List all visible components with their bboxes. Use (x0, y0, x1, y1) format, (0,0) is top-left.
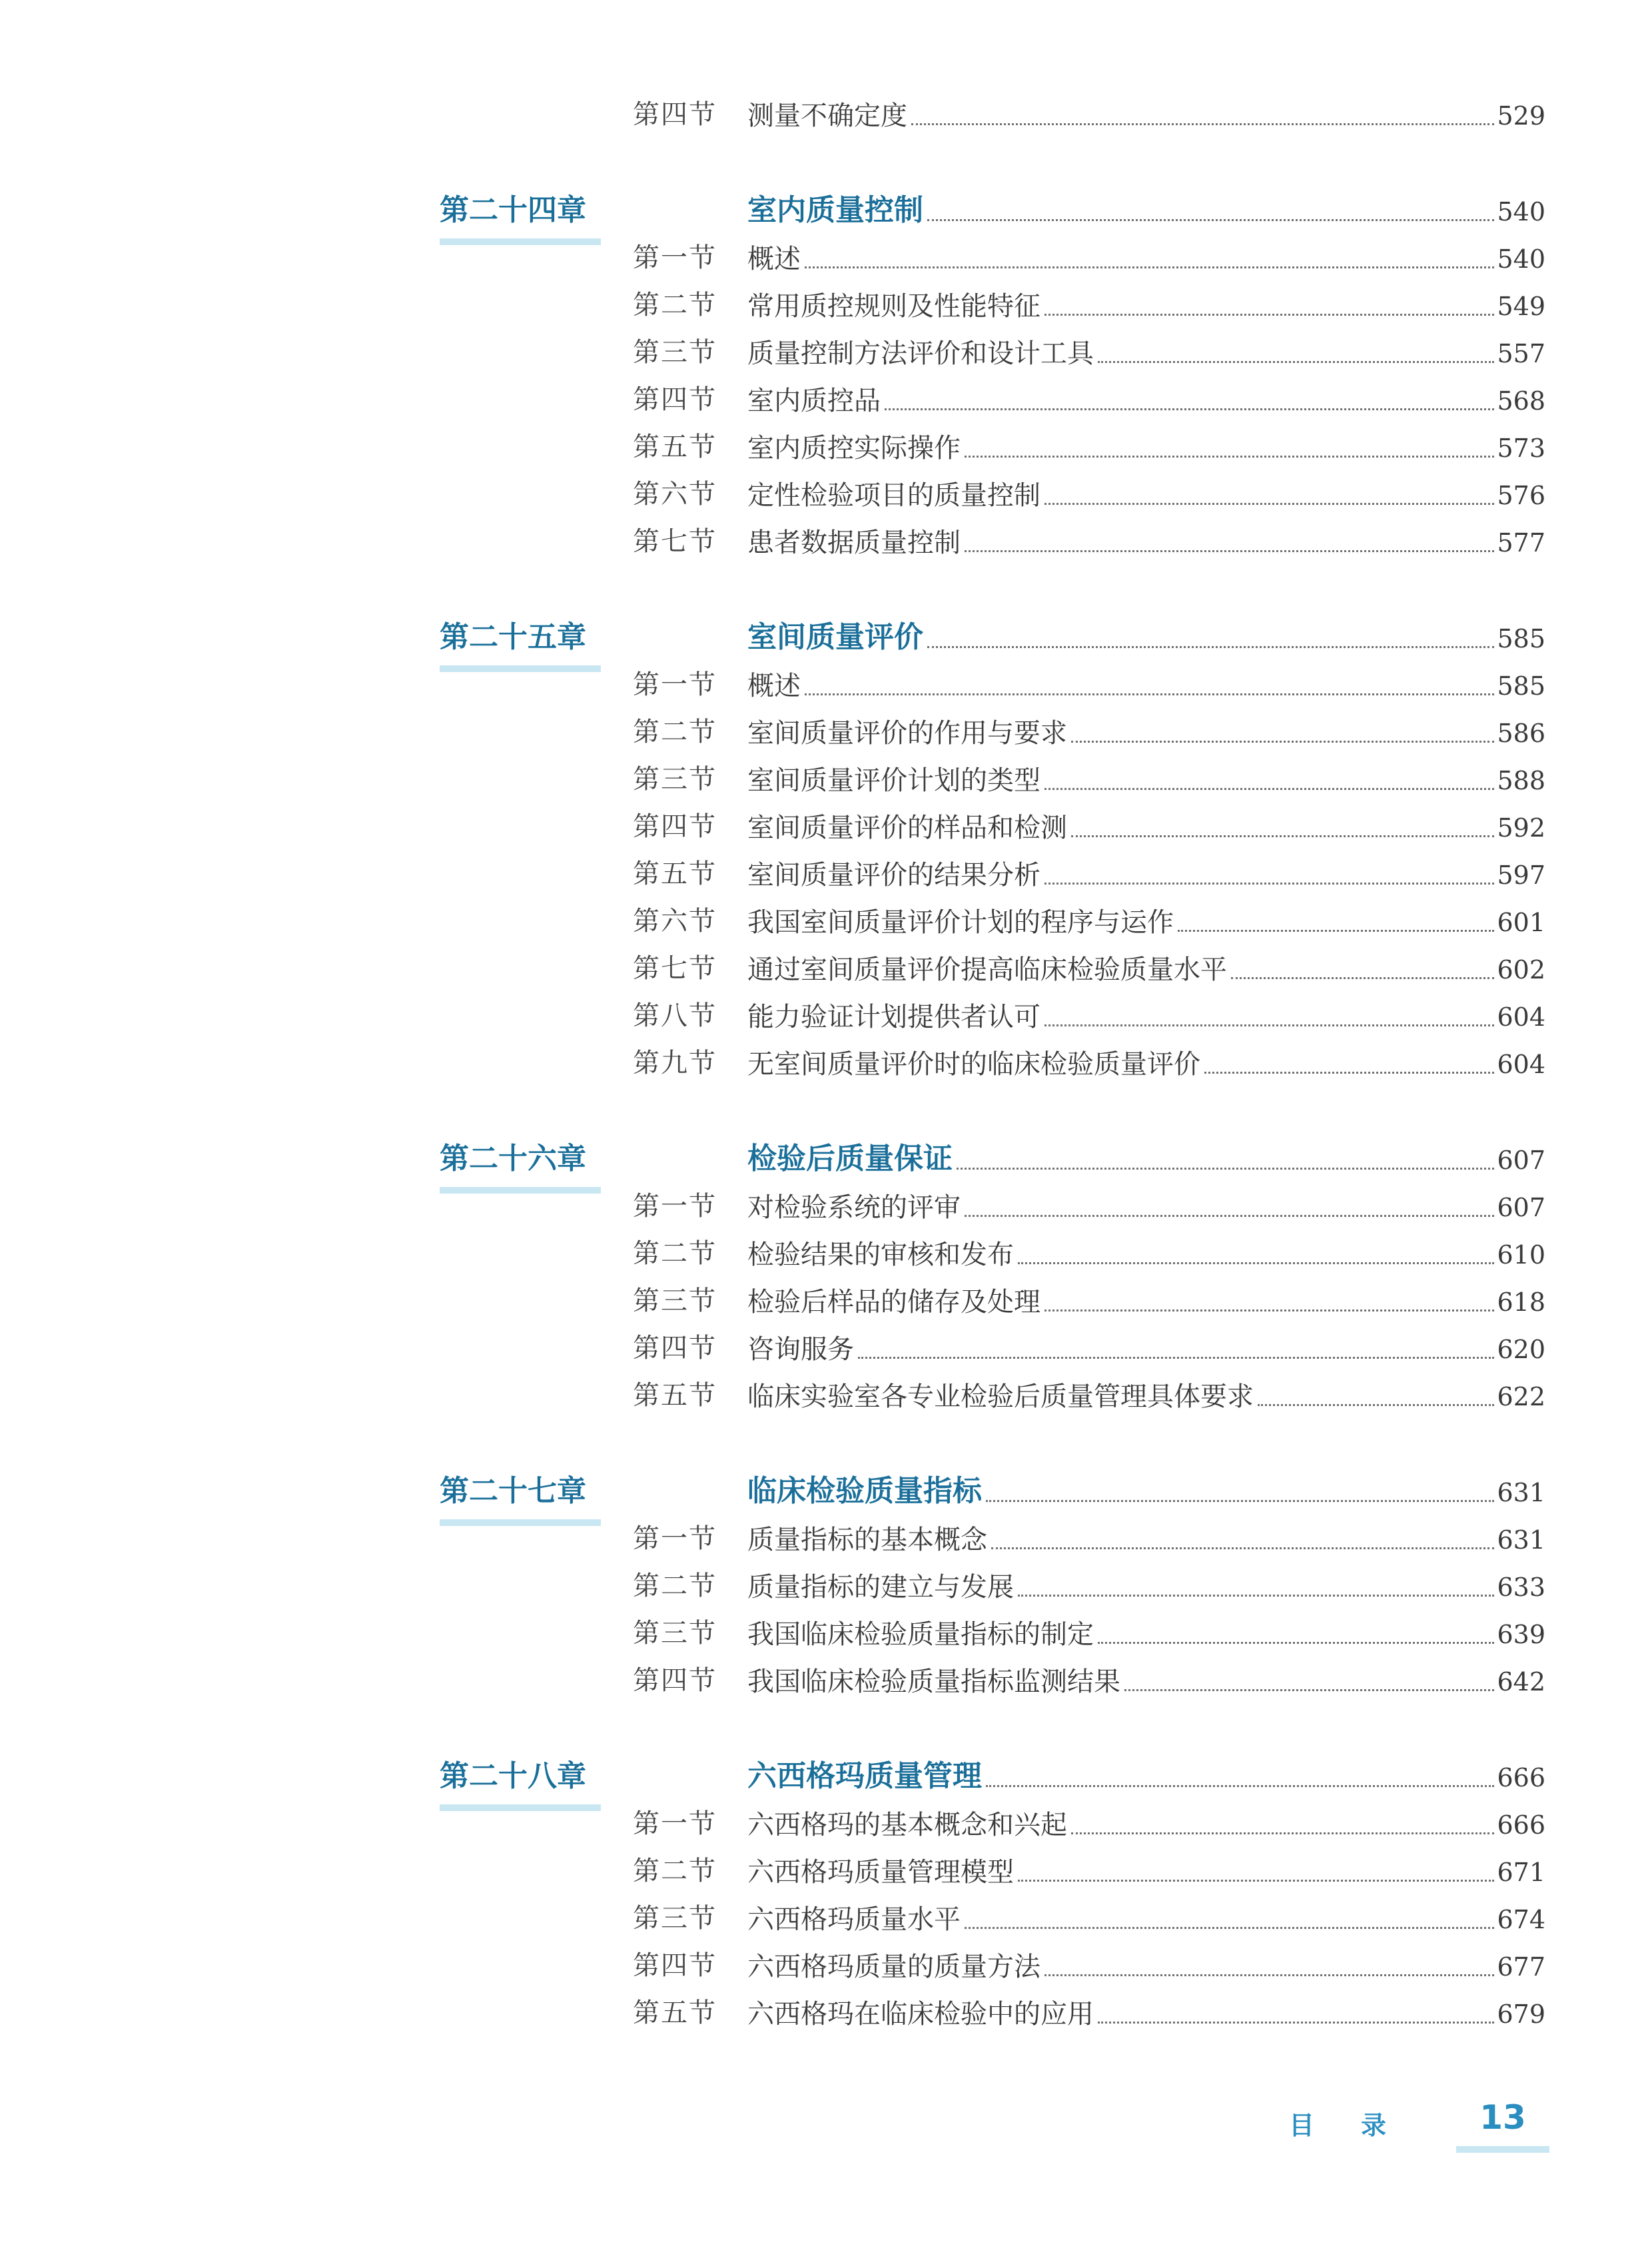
dot-leader (805, 693, 1494, 695)
dot-leader (991, 1547, 1494, 1549)
section-title: 临床实验室各专业检验后质量管理具体要求 (747, 1381, 1254, 1412)
dot-leader (965, 550, 1494, 552)
section-label: 第八节 (633, 1000, 717, 1031)
toc-entry (747, 1804, 1545, 1844)
toc-page-number: 631 (1497, 1525, 1545, 1555)
section-title: 六西格玛质量水平 (747, 1904, 961, 1935)
toc-page-number: 592 (1497, 813, 1545, 843)
toc-entry (747, 1471, 1545, 1511)
toc-page-number: 679 (1497, 2000, 1545, 2029)
section-label: 第三节 (633, 1618, 717, 1649)
toc-chapter-row (0, 617, 1652, 657)
toc-entry (747, 285, 1545, 325)
section-label: 第一节 (633, 1808, 717, 1839)
toc-section-row (0, 1661, 1652, 1700)
toc-page-number: 620 (1497, 1335, 1545, 1364)
dot-leader (1044, 883, 1494, 885)
section-label: 第四节 (633, 1950, 717, 1981)
toc-entry (747, 1661, 1545, 1700)
page-number: 13 (1479, 2098, 1526, 2137)
toc-page-number: 597 (1497, 861, 1545, 890)
dot-leader (1044, 314, 1494, 316)
dot-leader (986, 1500, 1494, 1502)
chapter-label: 第二十五章 (440, 620, 586, 654)
toc-section-row (0, 1898, 1652, 1938)
dot-leader (1018, 1595, 1494, 1597)
section-label: 第二节 (633, 1571, 717, 1601)
toc-chapter-row (0, 1139, 1652, 1179)
toc-section-row (0, 380, 1652, 420)
toc-section-row (0, 1946, 1652, 1986)
toc-page-number: 585 (1497, 624, 1545, 653)
section-title: 我国临床检验质量指标监测结果 (747, 1667, 1120, 1697)
dot-leader (1071, 741, 1494, 743)
dot-leader (1098, 361, 1494, 363)
toc-page-number: 631 (1497, 1478, 1545, 1507)
dot-leader (1044, 1024, 1494, 1026)
toc-page-number: 674 (1497, 1905, 1545, 1934)
section-label: 第一节 (633, 1523, 717, 1554)
section-title: 质量指标的建立与发展 (747, 1572, 1014, 1603)
chapter-label: 第二十七章 (440, 1474, 586, 1508)
toc-page-number: 601 (1497, 908, 1545, 937)
toc-entry (747, 712, 1545, 752)
dot-leader (1071, 1832, 1494, 1834)
toc-chapter-row (0, 1471, 1652, 1511)
toc-page-number: 666 (1497, 1810, 1545, 1840)
toc-entry (747, 427, 1545, 467)
section-label: 第五节 (633, 859, 717, 889)
section-label: 第一节 (633, 669, 717, 700)
toc-section-row (0, 1851, 1652, 1891)
dot-leader (1258, 1404, 1494, 1406)
section-title: 测量不确定度 (747, 101, 907, 131)
toc-entry (747, 1993, 1545, 2033)
dot-leader (1071, 835, 1494, 837)
section-label: 第三节 (633, 1903, 717, 1934)
section-label: 第二节 (633, 290, 717, 320)
section-label: 第四节 (633, 811, 717, 842)
chapter-title: 室间质量评价 (747, 620, 923, 654)
section-title: 室间质量评价的作用与要求 (747, 718, 1067, 749)
section-title: 咨询服务 (747, 1334, 854, 1365)
dot-leader (965, 456, 1494, 458)
toc-page-number: 639 (1497, 1620, 1545, 1649)
toc-chapter-row (0, 1756, 1652, 1796)
section-label: 第一节 (633, 1191, 717, 1222)
toc-section-row (0, 95, 1652, 135)
toc-page-number: 540 (1497, 197, 1545, 226)
dot-leader (1204, 1072, 1494, 1074)
section-label: 第一节 (633, 242, 717, 273)
footer-label: 目录 (1289, 2111, 1434, 2140)
toc-page-number: 633 (1497, 1573, 1545, 1602)
toc-page-number: 588 (1497, 766, 1545, 795)
toc-section-row (0, 1566, 1652, 1606)
toc-section-row (0, 854, 1652, 894)
toc-entry (747, 95, 1545, 135)
section-label: 第五节 (633, 432, 717, 462)
section-label: 第四节 (633, 99, 717, 130)
toc-section-row (0, 1613, 1652, 1653)
dot-leader (1098, 1642, 1494, 1644)
toc-entry (747, 522, 1545, 561)
toc-page-number: 549 (1497, 292, 1545, 321)
toc-section-row (0, 427, 1652, 467)
section-title: 室间质量评价的结果分析 (747, 860, 1040, 891)
toc-page-number: 642 (1497, 1667, 1545, 1696)
toc-page-number: 622 (1497, 1382, 1545, 1411)
toc-page-number: 585 (1497, 671, 1545, 701)
dot-leader (1231, 977, 1494, 979)
section-title: 六西格玛的基本概念和兴起 (747, 1810, 1067, 1840)
toc-entry (747, 190, 1545, 230)
section-title: 六西格玛质量的质量方法 (747, 1952, 1040, 1982)
section-label: 第四节 (633, 1333, 717, 1363)
section-title: 对检验系统的评审 (747, 1192, 961, 1223)
section-title: 检验结果的审核和发布 (747, 1240, 1014, 1270)
section-title: 我国室间质量评价计划的程序与运作 (747, 907, 1174, 938)
toc-section-row (0, 238, 1652, 278)
page-number-underline (1456, 2146, 1549, 2153)
section-label: 第四节 (633, 384, 717, 415)
section-title: 无室间质量评价时的临床检验质量评价 (747, 1049, 1200, 1080)
dot-leader (1044, 1974, 1494, 1976)
toc-page-number: 557 (1497, 339, 1545, 368)
toc-entry (747, 332, 1545, 372)
chapter-title: 室内质量控制 (747, 193, 923, 227)
toc-entry (747, 1613, 1545, 1653)
toc-page-number: 568 (1497, 386, 1545, 416)
toc-section-row (0, 1519, 1652, 1559)
toc-entry (747, 759, 1545, 799)
section-label: 第二节 (633, 717, 717, 747)
section-title: 室内质控实际操作 (747, 433, 961, 464)
toc-entry (747, 1139, 1545, 1179)
toc-section-row (0, 665, 1652, 705)
section-label: 第四节 (633, 1665, 717, 1696)
section-label: 第三节 (633, 337, 717, 368)
section-title: 室间质量评价计划的类型 (747, 765, 1040, 796)
toc-page-number: 607 (1497, 1193, 1545, 1222)
toc-section-row (0, 1234, 1652, 1274)
dot-leader (1044, 503, 1494, 505)
dot-leader (965, 1215, 1494, 1217)
toc-section-row (0, 1281, 1652, 1321)
toc-entry (747, 1234, 1545, 1274)
section-title: 概述 (747, 244, 801, 274)
section-title: 质量控制方法评价和设计工具 (747, 338, 1094, 369)
toc-entry (747, 617, 1545, 657)
section-label: 第六节 (633, 479, 717, 510)
toc-section-row (0, 522, 1652, 561)
dot-leader (1124, 1689, 1494, 1691)
toc-entry (747, 901, 1545, 941)
toc-page-number: 666 (1497, 1763, 1545, 1792)
toc-page-number: 618 (1497, 1288, 1545, 1317)
section-title: 通过室间质量评价提高临床检验质量水平 (747, 954, 1227, 985)
toc-entry (747, 1566, 1545, 1606)
toc-entry (747, 1946, 1545, 1986)
toc-entry (747, 1328, 1545, 1368)
section-title: 我国临床检验质量指标的制定 (747, 1619, 1094, 1650)
section-label: 第九节 (633, 1048, 717, 1078)
toc-entry (747, 1519, 1545, 1559)
dot-leader (957, 1168, 1494, 1170)
dot-leader (927, 646, 1494, 648)
dot-leader (927, 219, 1494, 221)
toc-entry (747, 474, 1545, 514)
section-label: 第三节 (633, 1286, 717, 1316)
toc-entry (747, 1756, 1545, 1796)
toc-page-number: 602 (1497, 955, 1545, 984)
toc-section-row (0, 1043, 1652, 1083)
section-title: 检验后样品的储存及处理 (747, 1287, 1040, 1317)
toc-chapter-row (0, 190, 1652, 230)
toc-section-row (0, 1328, 1652, 1368)
toc-page-number: 576 (1497, 481, 1545, 510)
toc-section-row (0, 759, 1652, 799)
dot-leader (885, 408, 1494, 410)
toc-page-number: 529 (1497, 101, 1545, 131)
toc-section-row (0, 285, 1652, 325)
section-title: 六西格玛在临床检验中的应用 (747, 1999, 1094, 2030)
toc-section-row (0, 332, 1652, 372)
toc-entry (747, 807, 1545, 847)
section-title: 定性检验项目的质量控制 (747, 480, 1040, 511)
toc-page-number: 604 (1497, 1002, 1545, 1032)
toc-page-number: 677 (1497, 1952, 1545, 1982)
toc-page-number: 604 (1497, 1050, 1545, 1079)
toc-entry (747, 1898, 1545, 1938)
toc-section-row (0, 996, 1652, 1036)
dot-leader (805, 266, 1494, 268)
toc-page-number: 540 (1497, 244, 1545, 274)
toc-entry (747, 380, 1545, 420)
toc-entry (747, 1375, 1545, 1415)
toc-section-row (0, 712, 1652, 752)
section-title: 室间质量评价的样品和检测 (747, 813, 1067, 843)
chapter-title: 临床检验质量指标 (747, 1474, 982, 1508)
toc-section-row (0, 1804, 1652, 1844)
section-label: 第六节 (633, 906, 717, 936)
toc-entry (747, 854, 1545, 894)
toc-section-row (0, 807, 1652, 847)
section-title: 质量指标的基本概念 (747, 1525, 987, 1555)
chapter-title: 检验后质量保证 (747, 1142, 953, 1176)
dot-leader (1044, 788, 1494, 790)
toc-entry (747, 1851, 1545, 1891)
toc-page-number: 610 (1497, 1240, 1545, 1270)
section-label: 第三节 (633, 764, 717, 795)
dot-leader (1018, 1880, 1494, 1882)
toc-section-row (0, 948, 1652, 988)
toc-page-number: 586 (1497, 719, 1545, 748)
toc-entry (747, 238, 1545, 278)
section-title: 能力验证计划提供者认可 (747, 1002, 1040, 1032)
chapter-label: 第二十六章 (440, 1142, 586, 1176)
section-label: 第五节 (633, 1998, 717, 2028)
toc-section-row (0, 901, 1652, 941)
dot-leader (858, 1357, 1494, 1359)
toc-page-number: 607 (1497, 1146, 1545, 1175)
dot-leader (1044, 1309, 1494, 1311)
toc-entry (747, 1281, 1545, 1321)
dot-leader (1178, 930, 1494, 932)
toc-section-row (0, 1375, 1652, 1415)
toc-page-number: 671 (1497, 1858, 1545, 1887)
dot-leader (986, 1785, 1494, 1787)
section-title: 概述 (747, 671, 801, 701)
section-title: 患者数据质量控制 (747, 528, 961, 558)
toc-entry (747, 996, 1545, 1036)
dot-leader (1018, 1262, 1494, 1264)
toc-section-row (0, 474, 1652, 514)
toc-page-number: 577 (1497, 528, 1545, 558)
section-label: 第二节 (633, 1238, 717, 1269)
section-title: 六西格玛质量管理模型 (747, 1857, 1014, 1888)
chapter-title: 六西格玛质量管理 (747, 1759, 982, 1793)
chapter-label: 第二十四章 (440, 193, 586, 227)
dot-leader (1098, 2022, 1494, 2024)
dot-leader (911, 123, 1494, 125)
toc-entry (747, 665, 1545, 705)
section-label: 第七节 (633, 526, 717, 557)
section-label: 第七节 (633, 953, 717, 984)
toc-entry (747, 1186, 1545, 1226)
dot-leader (965, 1927, 1494, 1929)
toc-page-number: 573 (1497, 434, 1545, 463)
toc-entry (747, 948, 1545, 988)
toc-entry (747, 1043, 1545, 1083)
toc-section-row (0, 1186, 1652, 1226)
section-title: 常用质控规则及性能特征 (747, 291, 1040, 322)
section-title: 室内质控品 (747, 386, 881, 416)
section-label: 第五节 (633, 1380, 717, 1411)
chapter-label: 第二十八章 (440, 1759, 586, 1793)
toc-section-row (0, 1993, 1652, 2033)
section-label: 第二节 (633, 1856, 717, 1886)
